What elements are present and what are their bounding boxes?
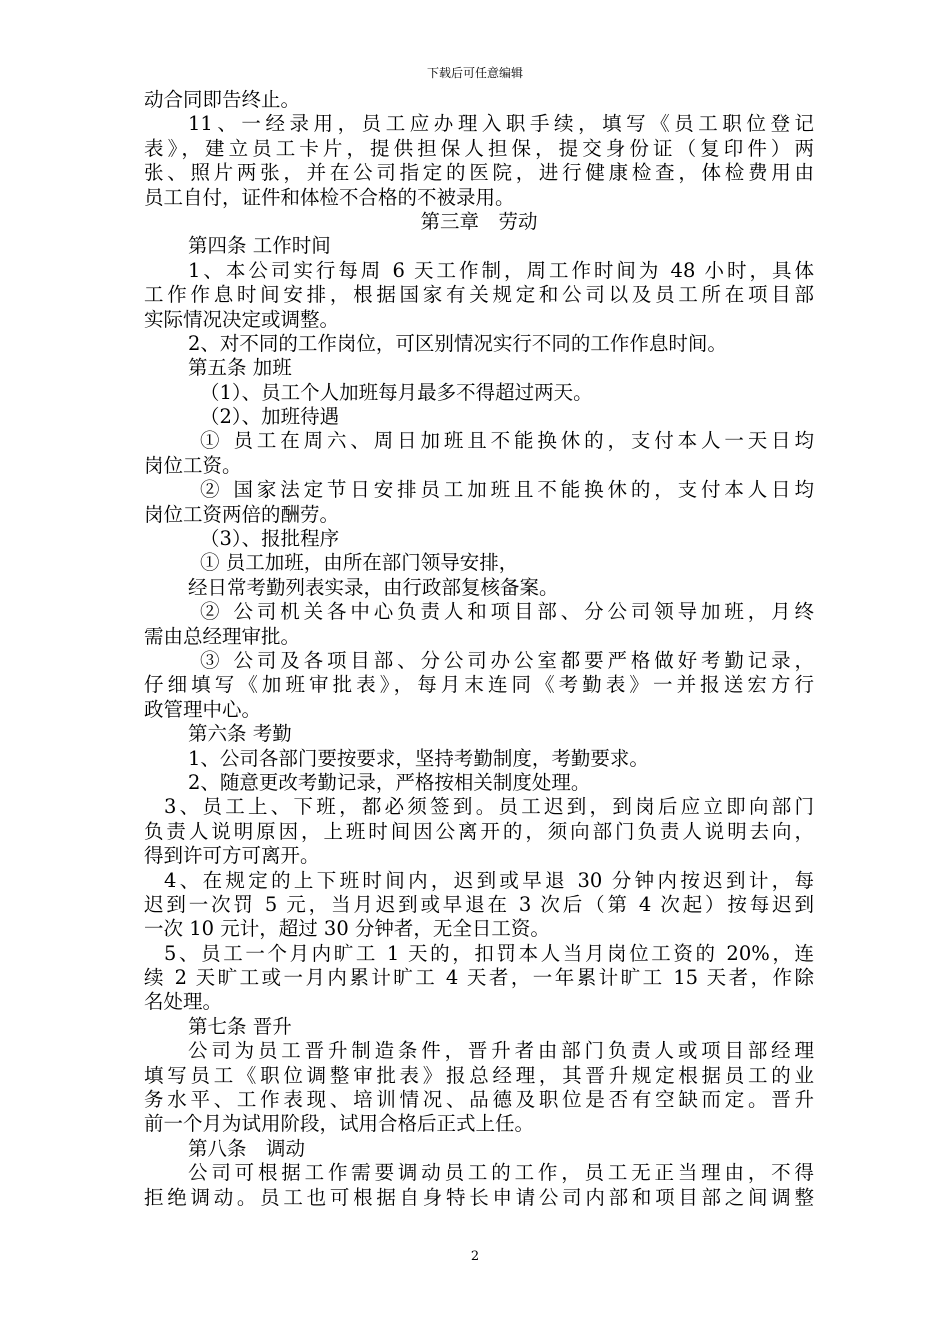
text-line: 岗位工资。 [144,453,242,477]
text-line: 动合同即告终止。 [144,88,301,111]
text-line: 迟到一次罚 5 元，当月迟到或早退在 3 次后（第 4 次起）按每迟到 [144,892,814,916]
text-line: ① 员工加班，由所在部门领导安排， [200,551,519,575]
page-header: 下载后可任意编辑 [426,66,523,80]
text-line: （3）、报批程序 [200,527,340,551]
text-line: 一次 10 元计，超过 30 分钟者，无全日工资。 [144,917,550,941]
text-line: 3、员工上、下班，都必须签到。员工迟到，到岗后应立即向部门 [164,795,814,819]
text-line: （1）、员工个人加班每月最多不得超过两天。 [200,380,593,404]
text-line: 政管理中心。 [144,697,262,721]
text-line: 得到许可方可离开。 [144,844,320,868]
text-line: 2、对不同的工作岗位，可区别情况实行不同的工作作息时间。 [188,331,727,355]
text-line: 负责人说明原因，上班时间因公离开的，须向部门负责人说明去向， [144,819,814,843]
page-number: 2 [470,1249,480,1264]
text-line: 拒绝调动。员工也可根据自身特长申请公司内部和项目部之间调整 [144,1185,814,1209]
text-line: 名处理。 [144,990,223,1014]
text-line: 实际情况决定或调整。 [144,307,340,331]
text-line: 岗位工资两倍的酬劳。 [144,502,340,526]
section-heading: 第六条 考勤 [188,722,292,746]
document-body [144,88,814,1210]
text-line: 公司为员工晋升制造条件，晋升者由部门负责人或项目部经理 [188,1039,814,1063]
text-line: 需由总经理审批。 [144,624,301,648]
text-line: ② 公司机关各中心负责人和项目部、分公司领导加班，月终 [200,600,814,624]
text-line: ① 员工在周六、周日加班且不能换休的，支付本人一天日均 [200,429,814,453]
text-line: 公司可根据工作需要调动员工的工作，员工无正当理由，不得 [188,1161,814,1185]
text-line: 员工自付，证件和体检不合格的不被录用。 [144,185,515,209]
chapter-heading: 第三章 劳动 [420,209,538,233]
text-line: 4、在规定的上下班时间内，迟到或早退 30 分钟内按迟到计，每 [164,868,814,892]
text-line: 续 2 天旷工或一月内累计旷工 4 天者，一年累计旷工 15 天者，作除 [144,966,814,990]
text-line: ② 国家法定节日安排员工加班且不能换休的，支付本人日均 [200,478,814,502]
section-heading: 第八条 调动 [188,1136,306,1160]
text-line: ③ 公司及各项目部、分公司办公室都要严格做好考勤记录， [200,648,814,672]
text-line: 表》，建立员工卡片，提供担保人担保，提交身份证（复印件）两 [144,136,814,160]
text-line: 张、照片两张，并在公司指定的医院，进行健康检查，体检费用由 [144,161,814,185]
section-heading: 第七条 晋升 [188,1014,292,1038]
section-heading: 第四条 工作时间 [188,234,331,258]
section-heading: 第五条 加班 [188,356,292,380]
text-line: 工作作息时间安排，根据国家有关规定和公司以及员工所在项目部 [144,283,814,307]
text-line: 1、公司各部门要按要求，坚持考勤制度，考勤要求。 [188,746,649,770]
text-line: 11、一经录用，员工应办理入职手续，填写《员工职位登记 [188,112,814,136]
text-line: 务水平、工作表现、培训情况、品德及职位是否有空缺而定。晋升 [144,1088,814,1112]
text-line: 1、本公司实行每周 6 天工作制，周工作时间为 48 小时，具体 [188,258,814,282]
text-line: 填写员工《职位调整审批表》报总经理，其晋升规定根据员工的业 [144,1063,814,1087]
text-line: （2）、加班待遇 [200,405,340,429]
text-line: 仔细填写《加班审批表》，每月末连同《考勤表》一并报送宏方行 [144,673,814,697]
text-line: 前一个月为试用阶段，试用合格后正式上任。 [144,1112,535,1136]
text-line: 2、随意更改考勤记录，严格按相关制度处理。 [188,770,591,794]
text-line: 5、员工一个月内旷工 1 天的，扣罚本人当月岗位工资的 20%，连 [164,941,814,965]
text-line: 经日常考勤列表实录，由行政部复核备案。 [188,575,559,599]
